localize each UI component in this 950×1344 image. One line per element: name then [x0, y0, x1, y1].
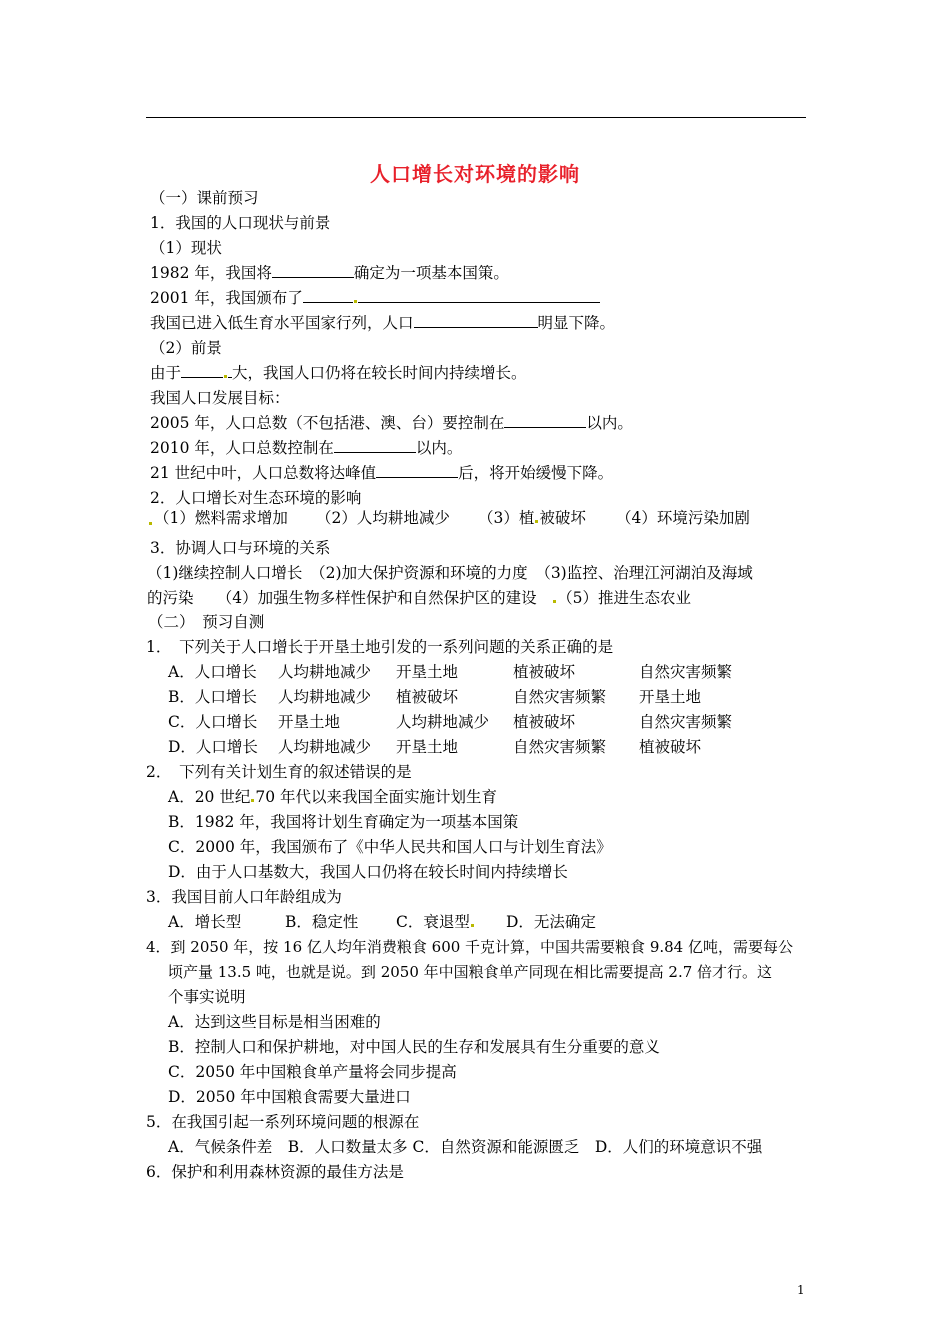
- text: 21 世纪中叶，人口总数将达峰值: [150, 464, 377, 482]
- q3-option-a[interactable]: A．增长型: [168, 913, 242, 931]
- chain-step: 植被破坏: [513, 663, 576, 681]
- item-3-heading: 3．协调人口与环境的关系: [150, 539, 331, 557]
- line-goal: 我国人口发展目标：: [150, 389, 290, 407]
- chain-step: 开垦土地: [278, 713, 341, 731]
- text: 2001 年，我国颁布了: [150, 289, 303, 307]
- text: A．20 世纪: [168, 788, 251, 806]
- question-4-line-1: 4．到 2050 年，按 16 亿人均年消费粮食 600 千克计算，中国共需要粮食 9.84 亿吨，需要每公: [146, 938, 793, 956]
- text: 1982 年，我国将: [150, 264, 272, 282]
- q4-option-a[interactable]: A．达到这些目标是相当困难的: [168, 1013, 381, 1031]
- q3-option-d[interactable]: D．无法确定: [506, 913, 596, 931]
- chain-step: C．人口增长: [168, 713, 258, 731]
- q2-option-c[interactable]: C．2000 年，我国颁布了《中华人民共和国人口与计划生育法》: [168, 838, 612, 856]
- line-21st-century: [150, 463, 613, 483]
- mark-dot: [149, 522, 152, 525]
- text: （3）植: [478, 509, 535, 527]
- line-2005: [150, 413, 633, 433]
- mark-dot: [251, 799, 254, 802]
- mark-dot: [354, 300, 357, 303]
- text: 以内。: [586, 414, 633, 432]
- chain-step: 自然灾害频繁: [639, 713, 733, 731]
- chain-step: B．人口增长: [168, 688, 257, 706]
- fill-blank[interactable]: [303, 288, 353, 303]
- question-4-line-3: 个事实说明: [168, 988, 246, 1006]
- item-1-1-heading: （1）现状: [150, 239, 222, 257]
- impact-item: （1）燃料需求增加: [154, 509, 288, 527]
- line-because: [150, 363, 527, 383]
- mark-dot: [224, 375, 227, 378]
- text: 被破坏: [539, 509, 586, 527]
- text: 明显下降。: [537, 314, 616, 332]
- q4-option-b[interactable]: B．控制人口和保护耕地，对中国人民的生存和发展具有生分重要的意义: [168, 1038, 660, 1056]
- question-3: 3．我国目前人口年龄组成为: [146, 888, 342, 906]
- q2-option-a[interactable]: [168, 787, 497, 807]
- section-selftest-heading: （二） 预习自测: [148, 613, 265, 631]
- item-1-heading: 1．我国的人口现状与前景: [150, 214, 331, 232]
- impact-item: （2）人均耕地减少: [316, 509, 450, 527]
- mark-dot: [553, 600, 556, 603]
- header-rule: [146, 117, 806, 118]
- question-1: 1． 下列关于人口增长于开垦土地引发的一系列问题的关系正确的是: [146, 638, 614, 656]
- text: 的污染 （4）加强生物多样性保护和自然保护区的建设: [147, 589, 553, 607]
- chain-step: D．人口增长: [168, 738, 258, 756]
- q4-option-d[interactable]: D．2050 年中国粮食需要大量进口: [168, 1088, 411, 1106]
- chain-step: A．人口增长: [168, 663, 257, 681]
- page-title: 人口增长对环境的影响: [370, 162, 580, 186]
- chain-step: 植被破坏: [639, 738, 702, 756]
- impact-item: [478, 508, 586, 528]
- text: 大，我国人口仍将在较长时间内持续增长。: [232, 364, 527, 382]
- chain-step: 开垦土地: [639, 688, 702, 706]
- text: 确定为一项基本国策。: [353, 264, 509, 282]
- line-1982: [150, 263, 509, 283]
- chain-step: 人均耕地减少: [278, 688, 372, 706]
- mark-dot: [471, 924, 474, 927]
- q2-option-b[interactable]: B．1982 年，我国将计划生育确定为一项基本国策: [168, 813, 519, 831]
- line-2010: [150, 438, 462, 458]
- fill-blank[interactable]: [414, 313, 538, 328]
- fill-blank[interactable]: [358, 288, 600, 303]
- text: 由于: [150, 364, 182, 382]
- text: （5）推进生态农业: [557, 589, 691, 607]
- page-number: 1: [797, 1283, 805, 1297]
- fill-blank[interactable]: [181, 363, 223, 378]
- text: 我国已进入低生育水平国家行列，人口: [150, 314, 414, 332]
- fill-blank[interactable]: [272, 263, 354, 278]
- text: 2005 年，人口总数（不包括港、澳、台）要控制在: [150, 414, 505, 432]
- chain-step: 自然灾害频繁: [513, 688, 607, 706]
- fill-blank[interactable]: [334, 438, 416, 453]
- text: 以内。: [415, 439, 463, 457]
- text: 70 年代以来我国全面实施计划生育: [255, 788, 498, 806]
- mark-dot: [535, 520, 538, 523]
- question-2: 2． 下列有关计划生育的叙述错误的是: [146, 763, 412, 781]
- q3-option-b[interactable]: B．稳定性: [285, 913, 359, 931]
- question-5: 5．在我国引起一系列环境问题的根源在: [146, 1113, 420, 1131]
- chain-step: 植被破坏: [396, 688, 459, 706]
- item-3-line-1: （1)继续控制人口增长 （2)加大保护资源和环境的力度 （3)监控、治理江河湖泊及海域: [147, 564, 753, 582]
- item-1-2-heading: （2）前景: [150, 339, 222, 357]
- chain-step: 开垦土地: [396, 663, 459, 681]
- chain-step: 人均耕地减少: [278, 738, 372, 756]
- item-3-line-2: [147, 588, 691, 608]
- text: 2010 年，人口总数控制在: [150, 439, 334, 457]
- chain-step: 自然灾害频繁: [639, 663, 733, 681]
- line-2001: [150, 288, 600, 308]
- chain-step: 人均耕地减少: [396, 713, 490, 731]
- q2-option-d[interactable]: D．由于人口基数大，我国人口仍将在较长时间内持续增长: [168, 863, 568, 881]
- chain-step: 人均耕地减少: [278, 663, 372, 681]
- fill-blank[interactable]: [376, 463, 458, 478]
- text: C．衰退型: [396, 913, 470, 931]
- section-preview-heading: （一）课前预习: [150, 189, 259, 207]
- chain-step: 开垦土地: [396, 738, 459, 756]
- fill-blank[interactable]: [504, 413, 586, 428]
- impact-item: （4）环境污染加剧: [616, 509, 750, 527]
- q4-option-c[interactable]: C．2050 年中国粮食单产量将会同步提高: [168, 1063, 457, 1081]
- text: 后，将开始缓慢下降。: [458, 464, 614, 482]
- chain-step: 自然灾害频繁: [513, 738, 607, 756]
- chain-step: 植被破坏: [513, 713, 576, 731]
- q5-options[interactable]: A．气候条件差 B．人口数量太多 C．自然资源和能源匮乏 D．人们的环境意识不强: [168, 1138, 763, 1156]
- line-low-fertility: [150, 313, 615, 333]
- q3-option-c[interactable]: [396, 912, 475, 932]
- question-6: 6．保护和利用森林资源的最佳方法是: [146, 1163, 404, 1181]
- item-2-heading: 2．人口增长对生态环境的影响: [150, 489, 362, 507]
- question-4-line-2: 顷产量 13.5 吨，也就是说。到 2050 年中国粮食单产同现在相比需要提高 2.7 倍才行。这: [168, 963, 773, 981]
